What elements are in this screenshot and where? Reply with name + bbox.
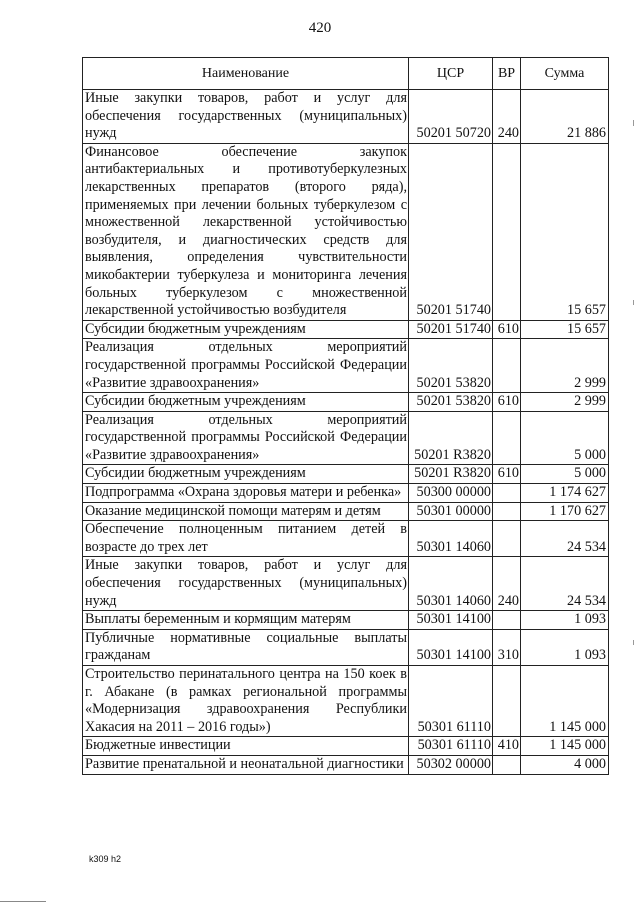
row-sum: 15 657 <box>521 143 609 320</box>
scan-bottom-line <box>0 901 46 902</box>
row-sum: 2 999 <box>521 339 609 393</box>
row-name: Иные закупки товаров, работ и услуг для обеспечения государственных (муниципальных) нужд <box>83 90 409 144</box>
page-number: 420 <box>308 20 332 36</box>
table-row <box>83 339 609 393</box>
row-csr: 50301 00000 <box>409 502 493 521</box>
table-row <box>83 90 609 144</box>
row-name: Выплаты беременным и кормящим матерям <box>83 611 409 630</box>
table-row <box>83 666 609 737</box>
row-name: Оказание медицинской помощи матерям и детям <box>83 502 409 521</box>
row-name: Развитие пренатальной и неонатальной диагностики <box>83 755 409 774</box>
row-name: Обеспечение полноценным питанием детей в возрасте до трех лет <box>83 521 409 557</box>
row-name: Публичные нормативные социальные выплаты гражданам <box>83 629 409 665</box>
row-csr: 50201 53820 <box>409 393 493 412</box>
table-header-row <box>83 58 609 90</box>
row-name: Финансовое обеспечение закупок антибактериальных и противотуберкулезных лекарственных препаратов (второго ряда), применяемых при лечении больных туберкулезом с множественной лекарственной устойчивостью возбудителя, и диагностических средств для выявления, определения чувствительности микобактерии туберкулеза и мониторинга лечения больных туберкулезом с множественной лекарственной устойчивостью возбудителя <box>83 143 409 320</box>
table-row <box>83 320 609 339</box>
budget-table <box>82 57 609 775</box>
row-csr: 50301 14100 <box>409 629 493 665</box>
row-sum: 1 093 <box>521 611 609 630</box>
table-row <box>83 557 609 611</box>
table-row <box>83 737 609 756</box>
row-csr: 50201 R3820 <box>409 411 493 465</box>
row-vr: 610 <box>493 465 521 484</box>
table-row <box>83 393 609 412</box>
table-row <box>83 143 609 320</box>
row-vr <box>493 502 521 521</box>
header-sum: Сумма <box>521 58 609 90</box>
row-csr: 50201 50720 <box>409 90 493 144</box>
row-name: Подпрограмма «Охрана здоровья матери и ребенка» <box>83 484 409 503</box>
scan-edge-mark <box>633 640 634 645</box>
header-csr: ЦСР <box>409 58 493 90</box>
row-csr: 50300 00000 <box>409 484 493 503</box>
scan-edge-mark <box>633 120 634 126</box>
row-vr: 610 <box>493 393 521 412</box>
row-sum: 2 999 <box>521 393 609 412</box>
row-csr: 50201 53820 <box>409 339 493 393</box>
row-csr: 50301 61110 <box>409 666 493 737</box>
row-sum: 1 170 627 <box>521 502 609 521</box>
row-csr: 50301 14060 <box>409 521 493 557</box>
row-name: Субсидии бюджетным учреждениям <box>83 393 409 412</box>
header-name: Наименование <box>83 58 409 90</box>
row-vr <box>493 411 521 465</box>
footer-code: k309 h2 <box>89 854 122 864</box>
row-name: Субсидии бюджетным учреждениям <box>83 465 409 484</box>
row-sum: 5 000 <box>521 465 609 484</box>
row-name: Субсидии бюджетным учреждениям <box>83 320 409 339</box>
table-row <box>83 411 609 465</box>
row-sum: 5 000 <box>521 411 609 465</box>
row-sum: 1 174 627 <box>521 484 609 503</box>
row-csr: 50201 51740 <box>409 320 493 339</box>
row-vr <box>493 666 521 737</box>
table-row <box>83 629 609 665</box>
row-vr <box>493 143 521 320</box>
row-vr <box>493 611 521 630</box>
row-vr: 410 <box>493 737 521 756</box>
row-csr: 50301 14060 <box>409 557 493 611</box>
row-sum: 1 145 000 <box>521 737 609 756</box>
row-vr: 240 <box>493 557 521 611</box>
row-sum: 21 886 <box>521 90 609 144</box>
row-csr: 50201 51740 <box>409 143 493 320</box>
row-vr <box>493 339 521 393</box>
row-sum: 24 534 <box>521 521 609 557</box>
row-name: Строительство перинатального центра на 150 коек в г. Абакане (в рамках региональной программы «Модернизация здравоохранения Республики Хакасия на 2011 – 2016 годы») <box>83 666 409 737</box>
row-csr: 50301 14100 <box>409 611 493 630</box>
row-sum: 1 145 000 <box>521 666 609 737</box>
row-name: Иные закупки товаров, работ и услуг для обеспечения государственных (муниципальных) нужд <box>83 557 409 611</box>
row-sum: 24 534 <box>521 557 609 611</box>
row-csr: 50302 00000 <box>409 755 493 774</box>
row-vr <box>493 755 521 774</box>
table-row <box>83 465 609 484</box>
row-vr: 610 <box>493 320 521 339</box>
row-csr: 50201 R3820 <box>409 465 493 484</box>
row-name: Бюджетные инвестиции <box>83 737 409 756</box>
row-sum: 1 093 <box>521 629 609 665</box>
table-row <box>83 521 609 557</box>
row-sum: 15 657 <box>521 320 609 339</box>
row-vr <box>493 521 521 557</box>
row-csr: 50301 61110 <box>409 737 493 756</box>
row-name: Реализация отдельных мероприятий государственной программы Российской Федерации «Развитие здравоохранения» <box>83 339 409 393</box>
table-row <box>83 755 609 774</box>
scan-edge-mark <box>633 300 634 305</box>
header-vr: ВР <box>493 58 521 90</box>
row-vr <box>493 484 521 503</box>
table-row <box>83 484 609 503</box>
row-name: Реализация отдельных мероприятий государственной программы Российской Федерации «Развитие здравоохранения» <box>83 411 409 465</box>
table-row <box>83 502 609 521</box>
row-sum: 4 000 <box>521 755 609 774</box>
row-vr: 310 <box>493 629 521 665</box>
table-row <box>83 611 609 630</box>
row-vr: 240 <box>493 90 521 144</box>
